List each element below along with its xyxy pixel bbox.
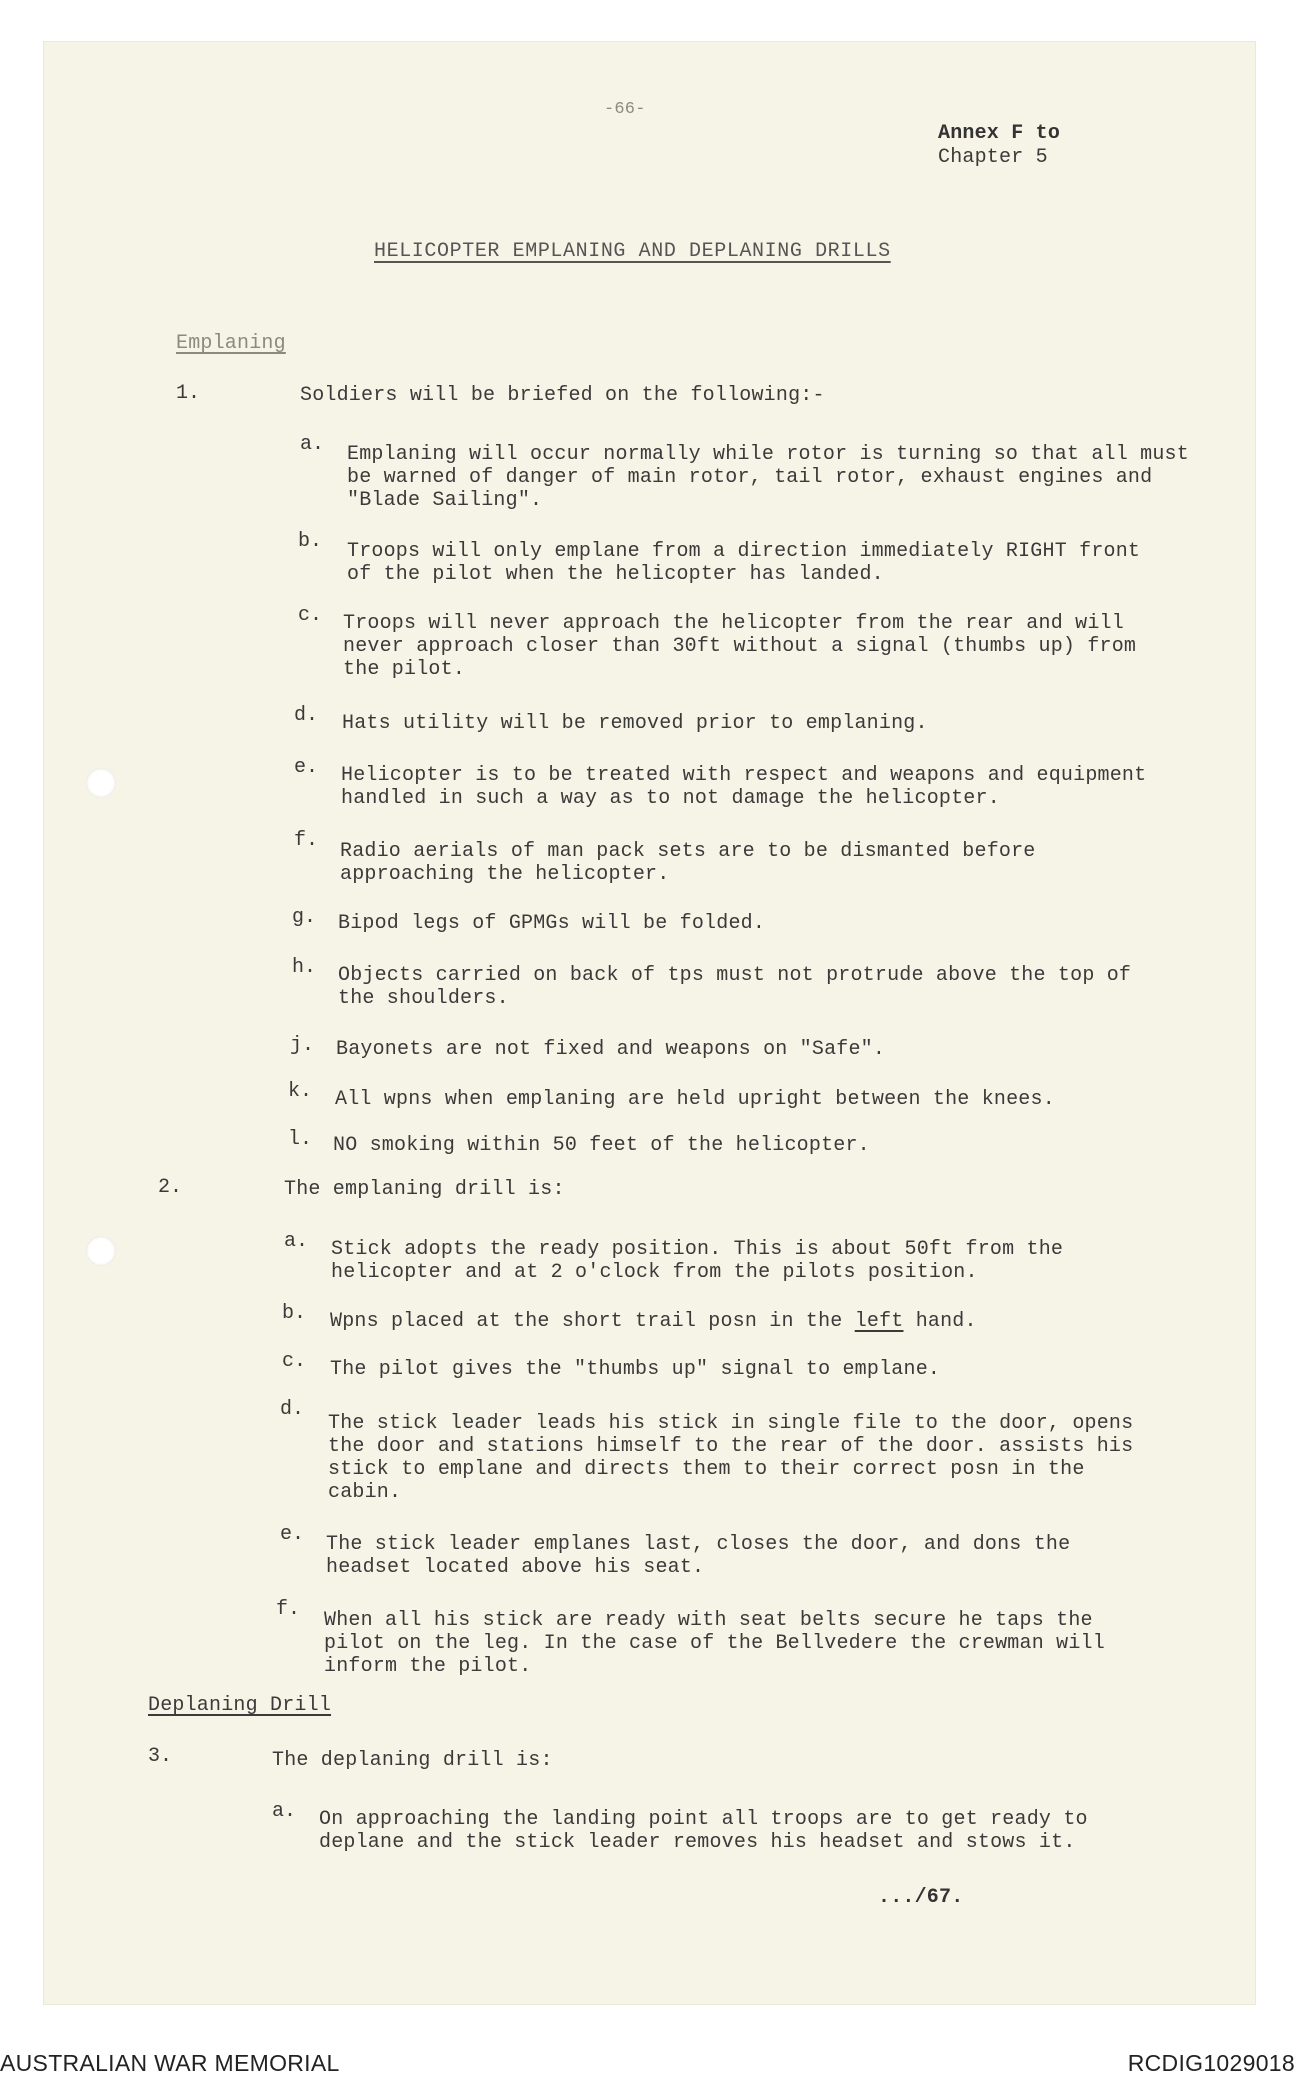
- item-letter: k.: [288, 1080, 313, 1103]
- document-title: HELICOPTER EMPLANING AND DEPLANING DRILLS: [374, 240, 891, 263]
- briefing-item-g: Bipod legs of GPMGs will be folded.: [338, 912, 766, 935]
- briefing-item-j: Bayonets are not fixed and weapons on "Safe".: [336, 1038, 886, 1061]
- paragraph-2-intro: The emplaning drill is:: [284, 1178, 565, 1201]
- item-letter: e.: [280, 1523, 305, 1546]
- item-letter: b.: [282, 1302, 307, 1325]
- briefing-item-h: Objects carried on back of tps must not protrude above the top of the shoulders.: [338, 964, 1132, 1010]
- punch-hole-bottom: [86, 1236, 116, 1266]
- drill-step-e: The stick leader emplanes last, closes the door, and dons the headset located above his seat.: [326, 1533, 1071, 1579]
- item-letter: a.: [300, 433, 325, 456]
- drill-step-a: Stick adopts the ready position. This is about 50ft from the helicopter and at 2 o'clock from the pilots position.: [331, 1238, 1064, 1284]
- page-number: -66-: [604, 100, 646, 119]
- item-letter: f.: [294, 829, 319, 852]
- punch-hole-top: [86, 768, 116, 798]
- briefing-item-b: Troops will only emplane from a direction immediately RIGHT front of the pilot when the helicopter has landed.: [347, 540, 1141, 586]
- drill-step-b: [330, 1310, 977, 1334]
- item-letter: j.: [290, 1034, 315, 1057]
- item-letter: a.: [272, 1800, 297, 1823]
- item-letter: d.: [280, 1398, 305, 1421]
- item-letter: e.: [294, 756, 319, 779]
- drill-step-c: The pilot gives the "thumbs up" signal to emplane.: [330, 1358, 941, 1381]
- briefing-item-c: Troops will never approach the helicopter from the rear and will never approach closer than 30ft without a signal (thumbs up) from the pilot.: [343, 612, 1137, 681]
- item-letter: d.: [294, 704, 319, 727]
- item-letter: f.: [276, 1598, 301, 1621]
- item-letter: c.: [298, 604, 323, 627]
- item-letter: l.: [288, 1128, 313, 1151]
- section-heading-emplaning: Emplaning: [176, 332, 286, 355]
- paragraph-1-intro: Soldiers will be briefed on the following:-: [300, 384, 825, 407]
- item-letter: h.: [292, 956, 317, 979]
- briefing-item-e: Helicopter is to be treated with respect and weapons and equipment handled in such a way as to not damage the helicopter.: [341, 764, 1147, 810]
- paragraph-3-intro: The deplaning drill is:: [272, 1749, 553, 1772]
- deplaning-step-a: On approaching the landing point all troops are to get ready to deplane and the stick leader removes his headset and stows it.: [319, 1808, 1088, 1854]
- drill-step-b-text: Wpns placed at the short trail posn in the: [330, 1310, 855, 1333]
- annex-reference-line1: Annex F to: [938, 122, 1061, 145]
- drill-step-b-underlined: left: [854, 1310, 904, 1333]
- briefing-item-k: All wpns when emplaning are held upright between the knees.: [335, 1088, 1055, 1111]
- paragraph-number-2: 2.: [158, 1176, 183, 1199]
- drill-step-d: The stick leader leads his stick in single file to the door, opens the door and stations himself to the rear of the door. assists his stick to emplane and directs them to their correct posn in the cabin.: [328, 1412, 1134, 1504]
- drill-step-f: When all his stick are ready with seat belts secure he taps the pilot on the leg. In the case of the Bellvedere the crewman will inform the pilot.: [324, 1609, 1105, 1678]
- item-letter: c.: [282, 1350, 307, 1373]
- continuation-marker: .../67.: [878, 1886, 964, 1909]
- item-letter: g.: [292, 906, 317, 929]
- item-letter: a.: [284, 1230, 309, 1253]
- paragraph-number-3: 3.: [148, 1745, 173, 1768]
- item-letter: b.: [298, 530, 323, 553]
- briefing-item-d: Hats utility will be removed prior to emplaning.: [342, 712, 928, 735]
- paragraph-number-1: 1.: [176, 382, 201, 405]
- footer-record-id: RCDIG1029018: [1127, 2050, 1295, 2076]
- briefing-item-a: Emplaning will occur normally while rotor is turning so that all must be warned of danger of main rotor, tail rotor, exhaust engines and "Blade Sailing".: [347, 443, 1189, 512]
- briefing-item-f: Radio aerials of man pack sets are to be dismanted before approaching the helicopter.: [340, 840, 1036, 886]
- drill-step-b-end: hand.: [903, 1310, 977, 1333]
- briefing-item-l: NO smoking within 50 feet of the helicopter.: [333, 1134, 870, 1157]
- footer-institution: AUSTRALIAN WAR MEMORIAL: [0, 2050, 340, 2076]
- annex-reference-line2: Chapter 5: [938, 146, 1048, 169]
- section-heading-deplaning: Deplaning Drill: [148, 1694, 332, 1717]
